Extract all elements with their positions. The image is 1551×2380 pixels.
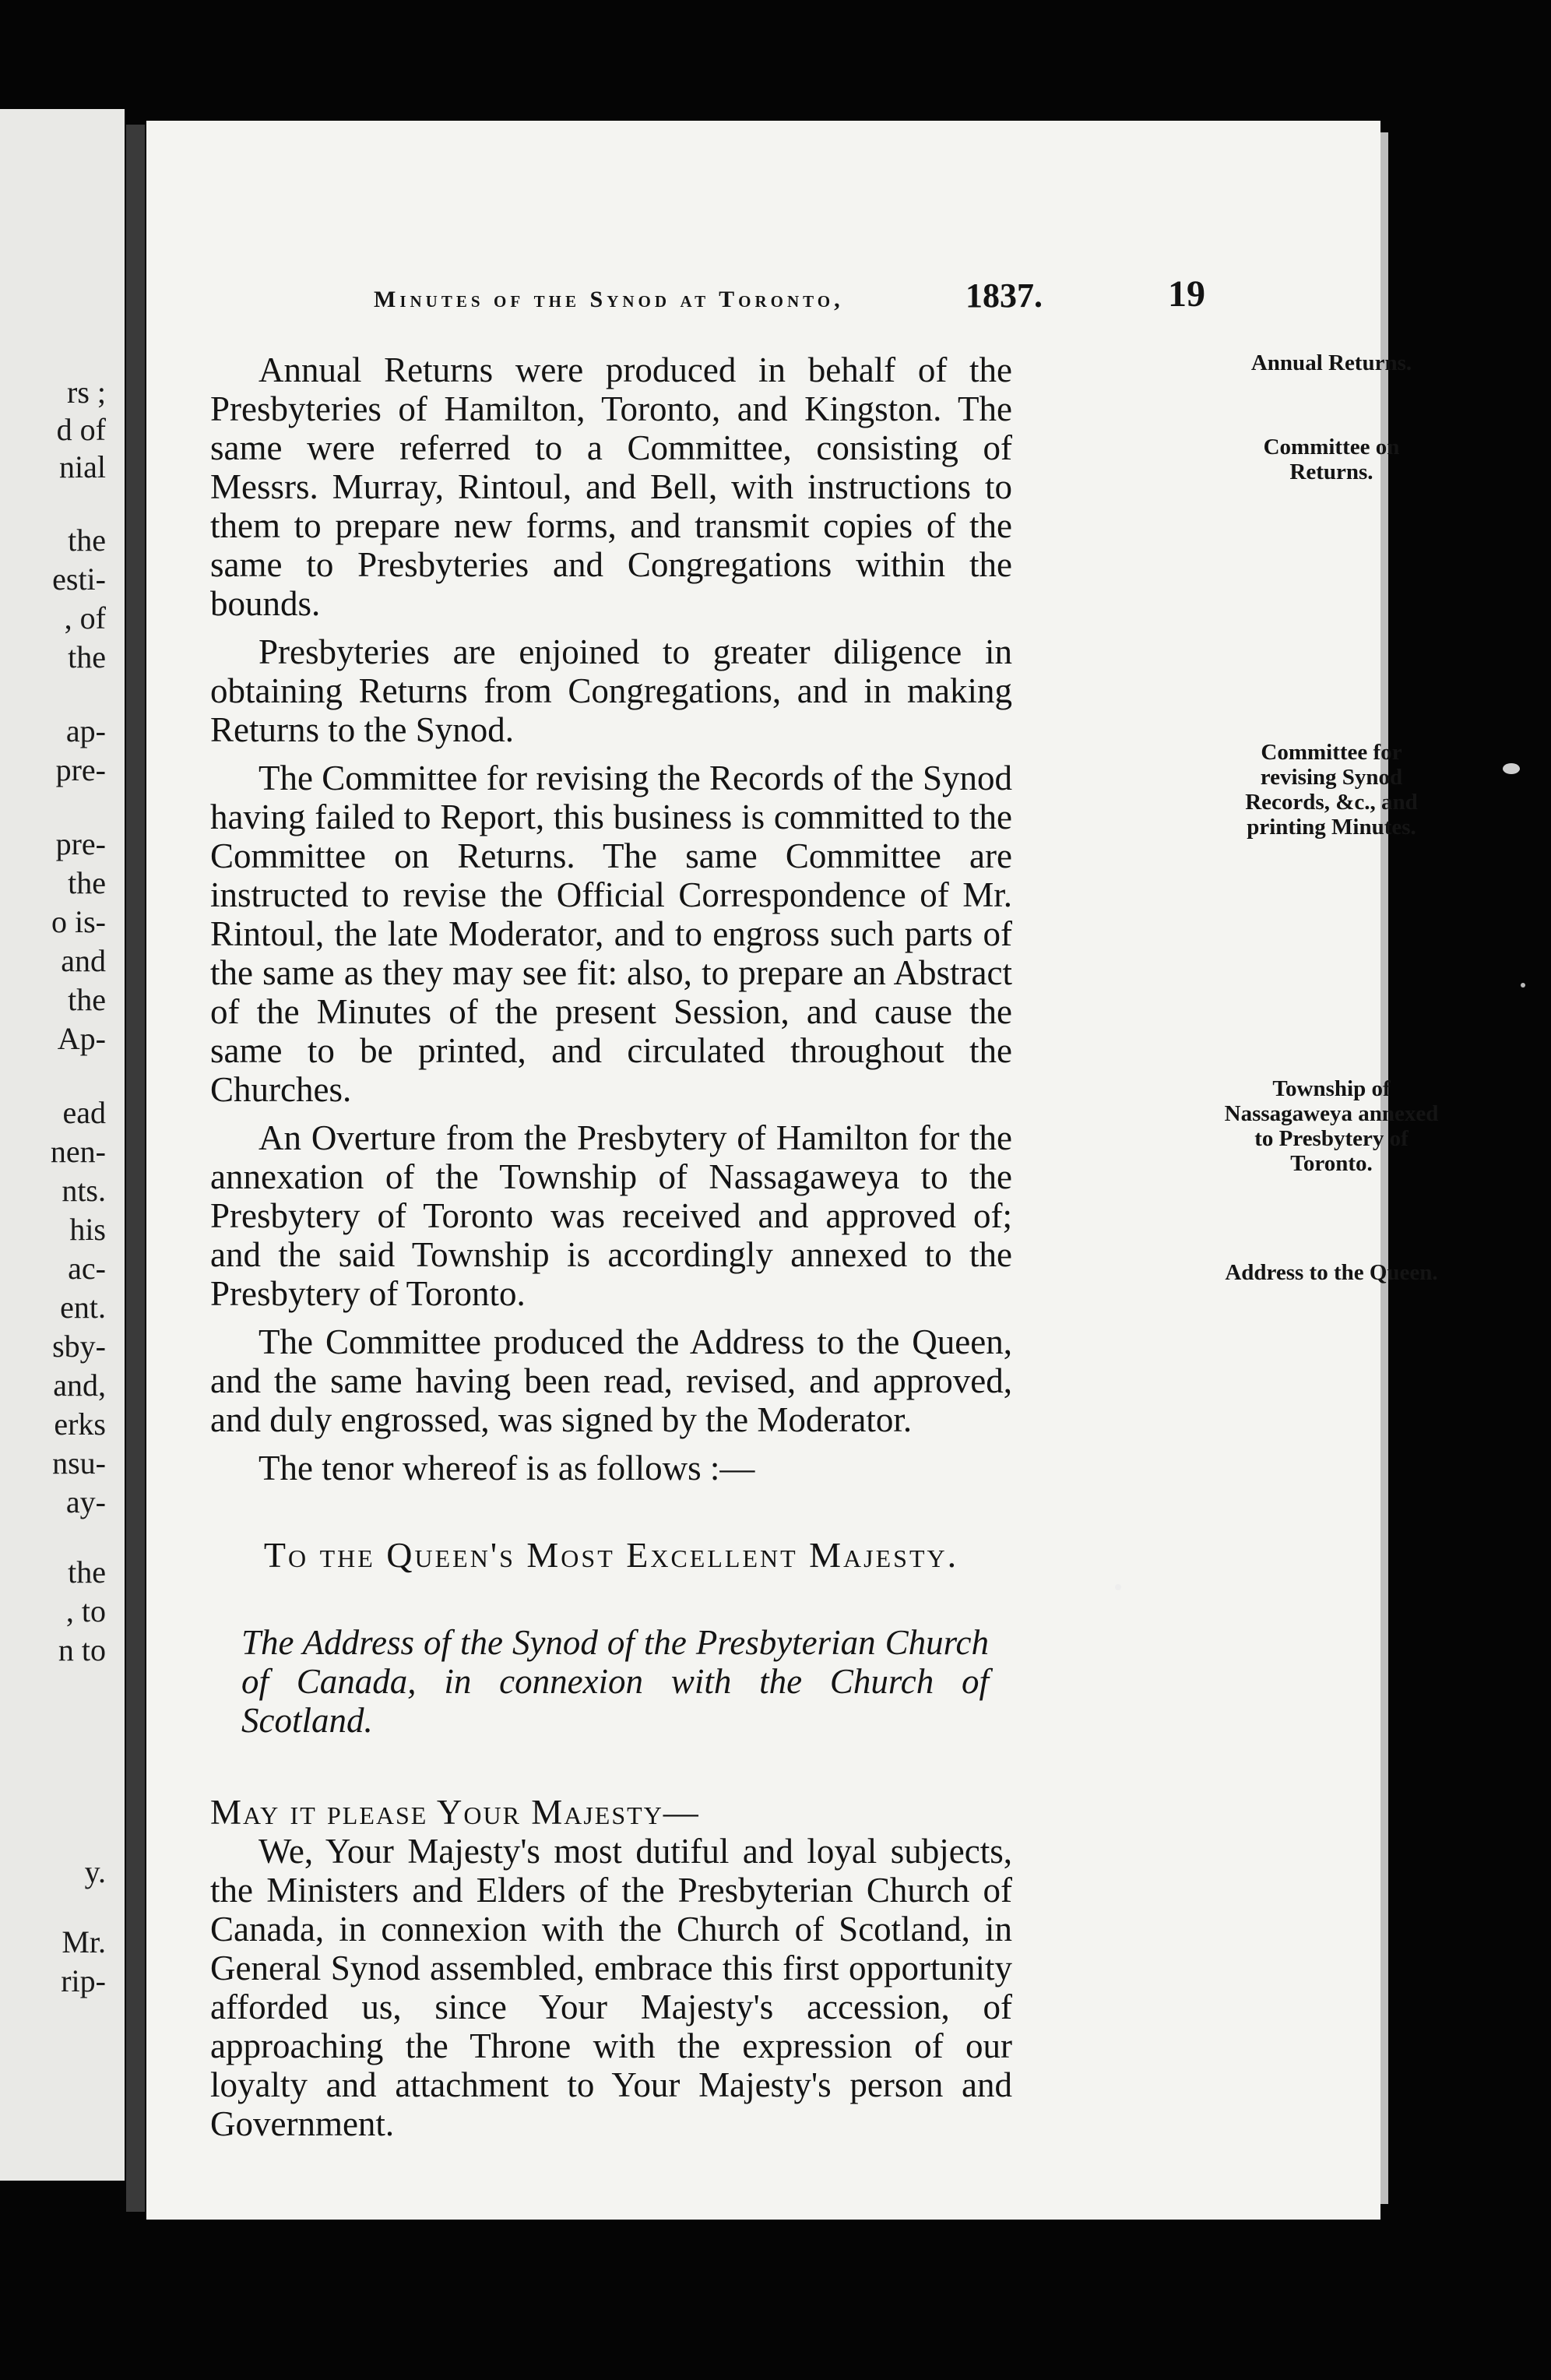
facing-line: Mr.	[62, 1924, 106, 1959]
paper-speck	[1115, 1584, 1121, 1590]
margin-note-address: Address to the Queen.	[1225, 1260, 1438, 1285]
facing-line: Ap-	[57, 1021, 106, 1056]
facing-line: rs ;	[67, 375, 106, 410]
facing-line: esti-	[52, 562, 106, 597]
facing-line: n to	[58, 1632, 106, 1667]
paragraph-tenor: The tenor whereof is as follows :—	[258, 1449, 755, 1488]
facing-line: pre-	[55, 752, 106, 787]
scan-artifact	[1503, 763, 1520, 774]
scan-artifact	[1521, 983, 1525, 988]
facing-page	[0, 109, 125, 2181]
facing-line: y.	[84, 1854, 106, 1889]
paragraph-address-produced: The Committee produced the Address to the Queen, and the same having been read, revised, and approved, and duly engrossed, was signed by the Moderator.	[210, 1322, 1012, 1439]
facing-line: nts.	[62, 1173, 106, 1208]
facing-line: erks	[54, 1407, 106, 1442]
address-paragraph: We, Your Majesty's most dutiful and loyal subjects, the Ministers and Elders of the Presbyterian Church of Canada, in connexion with the Church of Scotland, in General Synod assembled, embrace this first opportunity afforded us, since Your Majesty's accession, of approaching the Throne with the expression of our loyalty and attachment to Your Majesty's person and Government.	[210, 1832, 1012, 2143]
facing-line: the	[68, 639, 106, 674]
address-heading: To the Queen's Most Excellent Majesty.	[263, 1535, 959, 1575]
margin-note-annual-returns: Annual Returns.	[1250, 350, 1412, 375]
facing-line: the	[68, 1554, 106, 1590]
paragraph-annual-returns: Annual Returns were produced in behalf of the Presbyteries of Hamilton, Toronto, and Kingston. The same were referred to a Committee, consisting of Messrs. Murray, Rintoul, and Bell, with instructions to them to prepare new forms, and transmit copies of the same to Presbyteries and Congregations within the bounds.	[210, 350, 1012, 623]
facing-line: ap-	[65, 713, 106, 748]
facing-line: nial	[59, 449, 106, 484]
facing-line: , to	[65, 1593, 106, 1628]
facing-line: d of	[56, 412, 106, 447]
facing-line: and,	[53, 1368, 106, 1403]
facing-line: o is-	[51, 904, 106, 939]
facing-line: and	[61, 943, 106, 978]
facing-line: nen-	[50, 1134, 106, 1169]
page-number: 19	[1168, 273, 1205, 315]
paragraph-revising-records: The Committee for revising the Records of the Synod having failed to Report, this business is committed to the Committee on Returns. The same Committee are instructed to revise the Official Correspondence of Mr. Rintoul, the late Moderator, and to engross such parts of the same as they may see fit: also, to prepare an Abstract of the Minutes of the present Session, and cause the same to be printed, and circulated throughout the Churches.	[210, 759, 1012, 1109]
facing-line: rip-	[61, 1963, 106, 1998]
margin-note-committee-returns: Committee on Returns.	[1263, 435, 1400, 484]
running-head: Minutes of the Synod at Toronto,	[374, 287, 844, 312]
facing-line: , of	[64, 600, 106, 635]
facing-line: his	[69, 1212, 106, 1247]
facing-line: pre-	[55, 826, 106, 861]
address-title: The Address of the Synod of the Presbyterian Church of Canada, in connexion with the Church of Scotland.	[241, 1623, 989, 1740]
binding-gutter	[126, 125, 145, 2212]
salutation: May it please Your Majesty—	[210, 1793, 700, 1832]
facing-line: sby-	[52, 1329, 106, 1364]
paragraph-nassagaweya: An Overture from the Presbytery of Hamilton for the annexation of the Township of Nassagaweya to the Presbytery of Toronto was received and approved of; and the said Township is accordingly annexed to the Presbytery of Toronto.	[210, 1118, 1012, 1313]
paragraph-diligence: Presbyteries are enjoined to greater diligence in obtaining Returns from Congregations, and in making Returns to the Synod.	[210, 632, 1012, 749]
facing-line: ent.	[60, 1290, 106, 1325]
margin-note-revising-records: Committee for revising Synod Records, &c., and printing Minutes.	[1245, 740, 1418, 840]
page-body	[210, 350, 1439, 2153]
running-head-year: 1837.	[965, 276, 1043, 315]
facing-line: ay-	[65, 1484, 106, 1519]
facing-line: ead	[62, 1095, 106, 1130]
facing-line: nsu-	[52, 1445, 106, 1480]
facing-line: the	[68, 982, 106, 1017]
margin-note-nassagaweya: Township of Nassagaweya annexed to Presbytery of Toronto.	[1224, 1076, 1439, 1176]
facing-line: ac-	[68, 1251, 106, 1286]
facing-line: the	[68, 523, 106, 558]
page-header	[226, 273, 1246, 327]
facing-line: the	[68, 865, 106, 900]
